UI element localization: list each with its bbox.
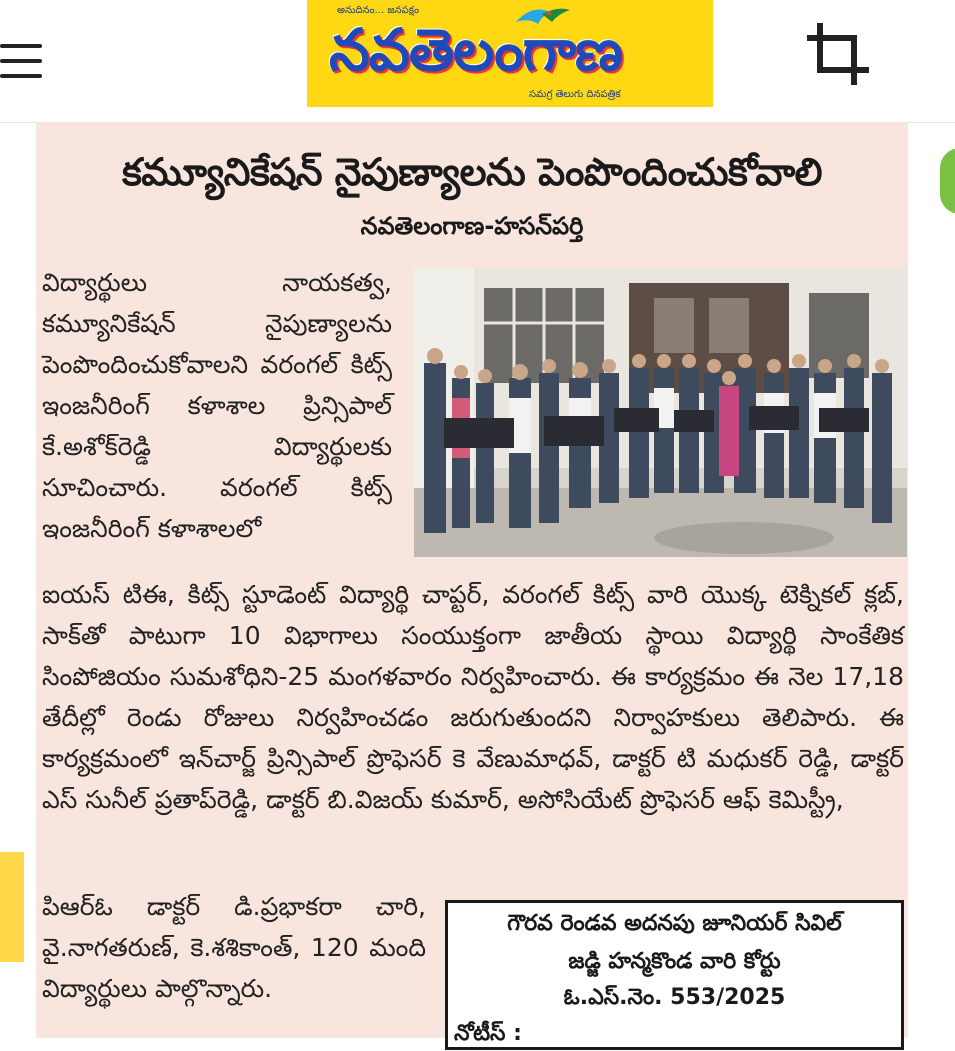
article-paragraph-left: విద్యార్థులు నాయకత్వ, కమ్యూనికేషన్ నైపుణ్యాలను పెంపొందించుకోవాలని వరంగల్ కిట్స్ ఇంజనీరింగ్ కళాశాల ప్రిన్సిపాల్ కే.అశోక్‌రెడ్డి విద్యార్థులకు సూచించారు. వరంగల్ కిట్స్ ఇంజనీరింగ్ కళాశాలలో (42, 268, 392, 543)
menu-bar-line (0, 59, 42, 63)
notice-line: జడ్జి హన్మకొండ వారి కోర్టు (568, 949, 781, 974)
logo-tagline-top: అనుదినం... జనపక్షం (337, 5, 420, 16)
court-notice-box (445, 900, 904, 1050)
article-headline: కమ్యూనికేషన్ నైపుణ్యాలను పెంపొందించుకోవాలి (121, 150, 823, 194)
notice-line: ఓ.ఎస్.నెం. 553/2025 (563, 985, 786, 1010)
notice-line: గౌరవ రెండవ అదనపు జూనియర్ సివిల్ (507, 911, 842, 936)
newspaper-clipping (36, 122, 908, 1046)
side-share-tab[interactable] (0, 852, 24, 962)
article-dateline: నవతెలంగాణ-హసన్‌పర్తి (360, 212, 584, 240)
logo-name: నవతెలంగాణ (329, 16, 622, 84)
side-floating-tab[interactable] (940, 148, 955, 214)
menu-bar-line (0, 44, 42, 48)
newspaper-logo[interactable] (307, 0, 713, 107)
article-paragraph-full: ఐయస్ టిఈ, కిట్స్ స్టూడెంట్ విద్యార్థి చాప్టర్, వరంగల్ కిట్స్ వారి యొక్క టెక్నికల్ క్లబ్, సాక్‌తో పాటుగా 10 విభాగాలు సంయుక్తంగా జాతీయ స్థాయి విద్యార్థి సాంకేతిక సింపోజియం సుమశోధిని-25 మంగళవారం నిర్వహించారు. ఈ కార్యక్రమం ఈ నెల 17,18 తేదీల్లో రెండు రోజులు నిర్వహించడం జరుగుతుందని నిర్వాహకులు తెలిపారు. ఈ కార్యక్రమంలో ఇన్‌చార్జ్ ప్రిన్సిపాల్ ప్రొఫెసర్ కె వేణుమాధవ్, డాక్టర్ టి మధుకర్ రెడ్డి, డాక్టర్ ఎస్ సునీల్ ప్రతాప్‌రెడ్డి, డాక్టర్ బి.విజయ్ కుమార్, అసోసియేట్ ప్రొఫెసర్ ఆఫ్ కెమిస్ట్రీ, (42, 580, 904, 814)
crop-icon[interactable] (806, 22, 870, 86)
notice-label: నోటీస్ : (454, 1021, 522, 1046)
menu-bar-line (0, 74, 42, 78)
hamburger-menu-icon[interactable] (0, 44, 44, 80)
article-paragraph-end: పిఆర్ఓ డాక్టర్ డి.ప్రభాకరా చారి, వై.నాగతరుణ్, కె.శశికాంత్, 120 మంది విద్యార్థులు పాల్గొన్నారు. (42, 892, 426, 1003)
event-group-photo (414, 268, 907, 557)
logo-tagline-bottom: సమగ్ర తెలుగు దినపత్రిక (529, 89, 621, 100)
top-app-bar (0, 0, 955, 123)
